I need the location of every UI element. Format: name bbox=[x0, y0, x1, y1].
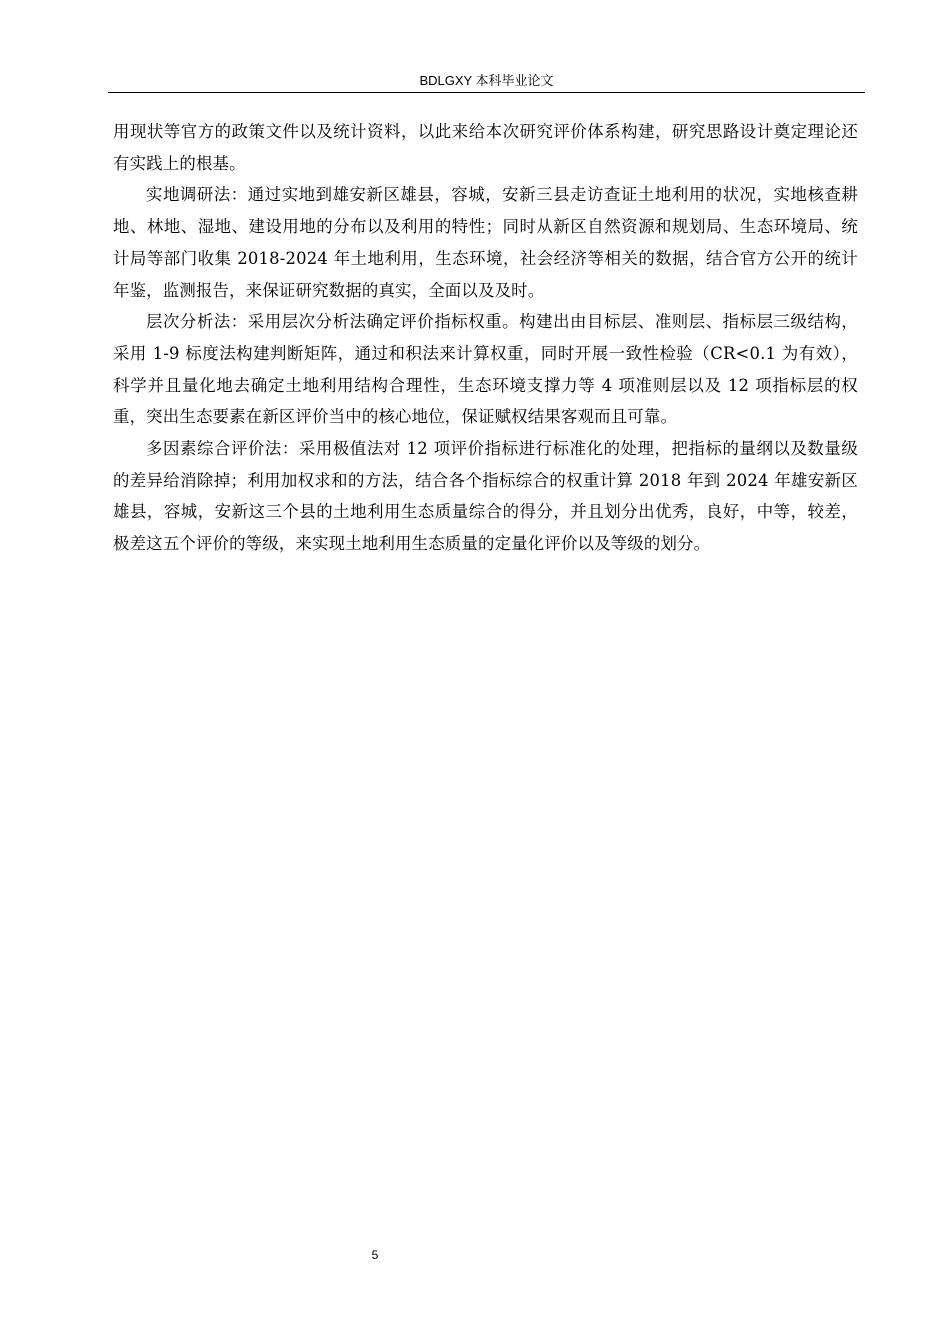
page-number: 5 bbox=[371, 1248, 379, 1262]
body-text bbox=[113, 116, 858, 560]
paragraph-ahp: 层次分析法：采用层次分析法确定评价指标权重。构建出由目标层、准则层、指标层三级结构，采用 1-9 标度法构建判断矩阵，通过和积法来计算权重，同时开展一致性检验（CR<0.1 为有效），科学并且量化地去确定土地利用结构合理性，生态环境支撑力等 4 项准则层以及 12 项指标层的权重，突出生态要素在新区评价当中的核心地位，保证赋权结果客观而且可靠。 bbox=[113, 312, 858, 427]
paragraph-multi-factor-evaluation: 多因素综合评价法：采用极值法对 12 项评价指标进行标准化的处理，把指标的量纲以及数量级的差异给消除掉；利用加权求和的方法，结合各个指标综合的权重计算 2018 年到 2024 年雄安新区雄县，容城，安新这三个县的土地利用生态质量综合的得分，并且划分出优秀，良好，中等，较差，极差这五个评价的等级，来实现土地利用生态质量的定量化评价以及等级的划分。 bbox=[113, 439, 858, 554]
page-header: BDLGXY 本科毕业论文 bbox=[419, 73, 554, 88]
paragraph-continuation: 用现状等官方的政策文件以及统计资料，以此来给本次研究评价体系构建，研究思路设计奠定理论还有实践上的根基。 bbox=[113, 122, 858, 173]
header-divider bbox=[108, 92, 865, 93]
paragraph-field-research: 实地调研法：通过实地到雄安新区雄县，容城，安新三县走访查证土地利用的状况，实地核查耕地、林地、湿地、建设用地的分布以及利用的特性；同时从新区自然资源和规划局、生态环境局、统计局等部门收集 2018-2024 年土地利用，生态环境，社会经济等相关的数据，结合官方公开的统计年鉴，监测报告，来保证研究数据的真实，全面以及及时。 bbox=[113, 185, 858, 300]
